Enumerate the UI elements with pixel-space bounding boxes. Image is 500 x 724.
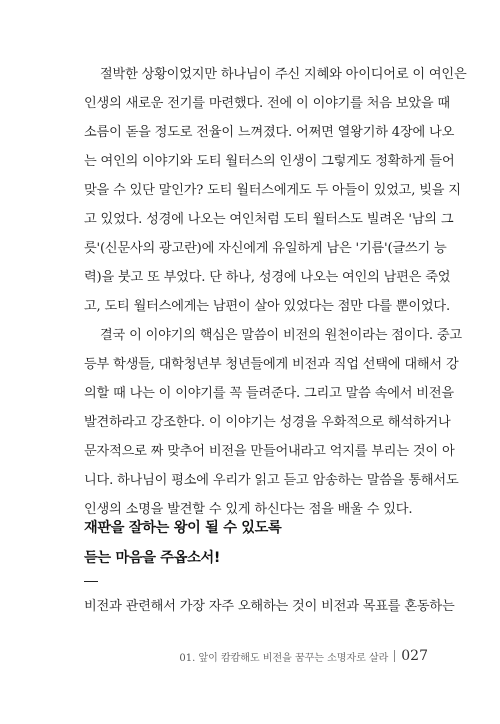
heading-rule: [84, 581, 98, 582]
text-line: 의할 때 나는 이 이야기를 꼭 들려준다. 그리고 말씀 속에서 비전을: [84, 386, 454, 401]
text-line: 고, 도티 월터스에게는 남편이 살아 있었다는 점만 다를 뿐이었다.: [84, 299, 450, 314]
body-text: [84, 60, 467, 524]
running-title: 01. 앞이 캄캄해도 비전을 꿈꾸는 소명자로 살라: [179, 652, 389, 664]
text-line: 인생의 새로운 전기를 마련했다. 전에 이 이야기를 처음 보았을 때: [84, 96, 450, 111]
text-line: 문자적으로 짜 맞추어 비전을 만들어내라고 억지를 부리는 것이 아: [84, 444, 455, 459]
text-line: 절박한 상황이었지만 하나님이 주신 지혜와 아이디어로 이 여인은: [100, 67, 467, 82]
page-footer: [179, 648, 428, 664]
footer-divider: [394, 650, 395, 662]
tail-text: [84, 592, 455, 621]
text-line: 인생의 소명을 발견할 수 있게 하신다는 점을 배울 수 있다.: [84, 502, 413, 517]
heading-line-1: 재판을 잘하는 왕이 될 수 있도록: [84, 520, 282, 536]
text-line: 소름이 돋을 정도로 전율이 느껴졌다. 어쩌면 열왕기하 4장에 나오: [84, 125, 455, 140]
section-heading: [84, 513, 281, 573]
paragraph: [84, 60, 467, 321]
text-line: 발견하라고 강조한다. 이 이야기는 성경을 우화적으로 해석하거나: [84, 415, 451, 430]
page-number: 027: [401, 648, 428, 664]
text-line: 니다. 하나님이 평소에 우리가 읽고 듣고 암송하는 말씀을 통해서도: [84, 473, 459, 488]
text-line: 릇'(신문사의 광고란)에 자신에게 유일하게 남은 '기름'(글쓰기 능: [84, 241, 447, 256]
text-line: 력)을 붓고 또 부었다. 단 하나, 성경에 나오는 여인의 남편은 죽었: [84, 270, 451, 285]
text-line: 는 여인의 이야기와 도티 월터스의 인생이 그렇게도 정확하게 들어: [84, 154, 455, 169]
text-line: 등부 학생들, 대학청년부 청년들에게 비전과 직업 선택에 대해서 강: [84, 357, 459, 372]
paragraph: [84, 321, 462, 524]
text-line: 결국 이 이야기의 핵심은 말씀이 비전의 원천이라는 점이다. 중고: [100, 328, 462, 343]
text-line: 비전과 관련해서 가장 자주 오해하는 것이 비전과 목표를 혼동하는: [84, 599, 455, 614]
text-line: 맞을 수 있단 말인가? 도티 월터스에게도 두 아들이 있었고, 빚을 지: [84, 183, 461, 198]
heading-line-2: 듣는 마음을 주옵소서!: [84, 550, 221, 566]
text-line: 고 있었다. 성경에 나오는 여인처럼 도티 월터스도 빌려온 '남의 그: [84, 212, 454, 227]
